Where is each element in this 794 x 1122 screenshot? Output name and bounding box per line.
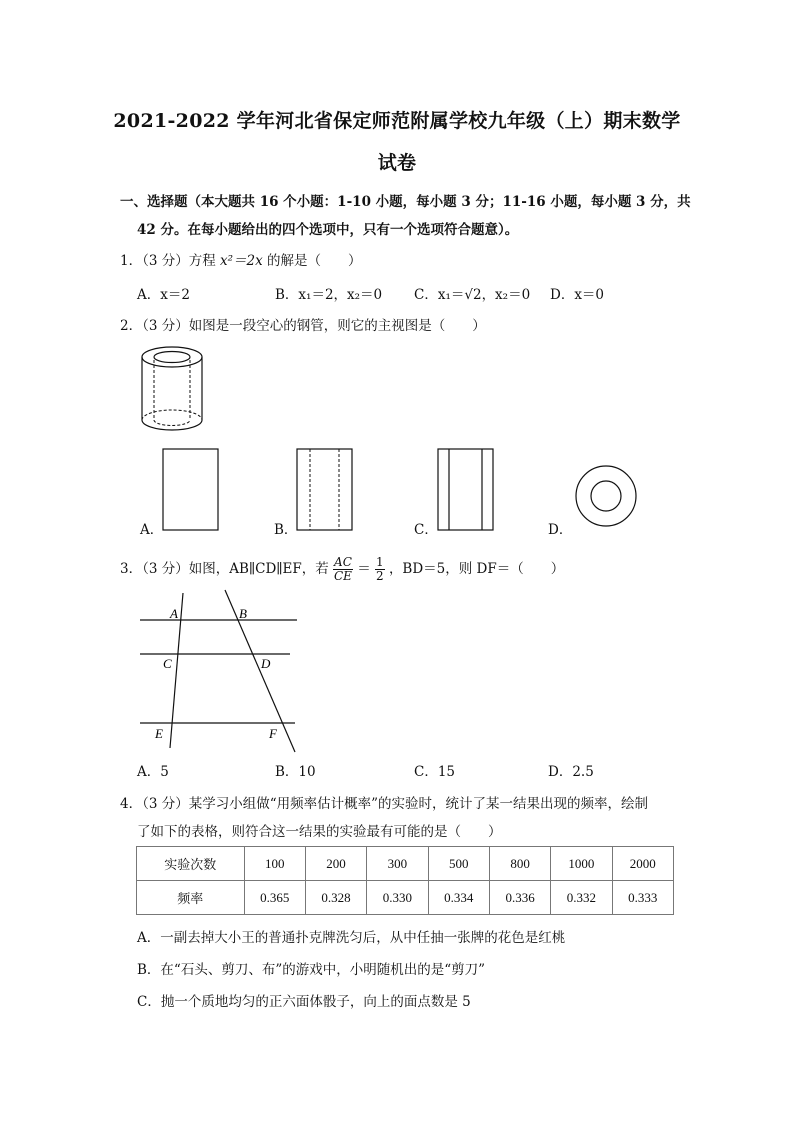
- q3-frac-equals: ＝: [357, 561, 371, 577]
- q1-option-c-root: √2: [464, 287, 482, 303]
- q4-stem-line1: 4．（3 分）某学习小组做“用频率估计概率”的实验时，统计了某一结果出现的频率，绘制: [120, 796, 649, 812]
- q3-point-a: A: [170, 606, 178, 621]
- q2-pipe-figure: [135, 345, 225, 435]
- q3-option-c[interactable]: C．15: [414, 764, 456, 780]
- q2-option-d-label[interactable]: D．: [548, 522, 573, 538]
- table-cell: 0.332: [551, 881, 612, 915]
- table-cell: 0.333: [612, 881, 673, 915]
- table-cell: 800: [489, 847, 550, 881]
- q3-frac-denominator: CE: [334, 569, 352, 583]
- table-cell: 0.328: [305, 881, 366, 915]
- table-cell: 100: [244, 847, 305, 881]
- q3-option-a[interactable]: A．5: [137, 764, 169, 780]
- q3-frac-numerator: AC: [334, 555, 352, 569]
- q4-option-a[interactable]: A．一副去掉大小王的普通扑克牌洗匀后，从中任抽一张牌的花色是红桃: [137, 930, 566, 946]
- q1-stem-suffix: 的解是（ ）: [262, 253, 362, 269]
- q4-stem-line2: 了如下的表格，则符合这一结果的实验最有可能的是（ ）: [137, 824, 502, 840]
- q3-half-numerator: 1: [376, 555, 384, 569]
- q3-fraction-ac-ce: [333, 556, 353, 583]
- q3-option-d[interactable]: D．2.5: [548, 764, 594, 780]
- q1-equation: x²＝2x: [220, 253, 263, 269]
- q1-option-c-prefix: C．x₁＝: [414, 287, 465, 303]
- q3-fraction-half: [375, 556, 385, 583]
- q2-option-b-label[interactable]: B．: [274, 522, 298, 538]
- table-cell: 2000: [612, 847, 673, 881]
- table-cell: 实验次数: [137, 847, 245, 881]
- q2-option-b-figure[interactable]: [296, 448, 354, 532]
- q3-point-f: F: [269, 726, 277, 741]
- table-row: [137, 881, 674, 915]
- q3-point-e: E: [155, 726, 163, 741]
- section-heading-line1: 一、选择题（本大题共 16 个小题：1-10 小题，每小题 3 分；11-16 小题，每小题 3 分，共: [120, 194, 691, 210]
- q2-option-a-label[interactable]: A．: [140, 522, 164, 538]
- table-cell: 频率: [137, 881, 245, 915]
- q3-point-b: B: [239, 606, 247, 621]
- q1-option-a[interactable]: A．x＝2: [137, 287, 190, 303]
- table-cell: 0.330: [367, 881, 428, 915]
- q3-stem: [120, 556, 564, 583]
- q2-option-c-label[interactable]: C．: [414, 522, 438, 538]
- q2-stem: 2．（3 分）如图是一段空心的钢管，则它的主视图是（ ）: [120, 318, 486, 334]
- q2-option-a-figure[interactable]: [162, 448, 220, 532]
- q2-option-c-figure[interactable]: [437, 448, 495, 532]
- q1-stem-prefix: 1．（3 分）方程: [120, 253, 221, 269]
- table-cell: 200: [305, 847, 366, 881]
- q4-frequency-table: [136, 846, 674, 915]
- q4-option-c[interactable]: C．抛一个质地均匀的正六面体骰子，向上的面点数是 5: [137, 994, 471, 1010]
- q1-stem: [120, 249, 362, 269]
- q1-option-c-suffix: ，x₂＝0: [481, 287, 531, 303]
- q3-half-denominator: 2: [376, 569, 384, 583]
- table-cell: 0.336: [489, 881, 550, 915]
- q1-option-b[interactable]: B．x₁＝2，x₂＝0: [275, 287, 383, 303]
- table-row: [137, 847, 674, 881]
- q4-option-b[interactable]: B．在“石头、剪刀、布”的游戏中，小明随机出的是“剪刀”: [137, 962, 486, 978]
- q3-point-c: C: [163, 656, 172, 671]
- q3-point-d: D: [261, 656, 271, 671]
- q1-option-d[interactable]: D．x＝0: [550, 287, 605, 303]
- section-heading-line2: 42 分。在每小题给出的四个选项中，只有一个选项符合题意）。: [137, 222, 519, 238]
- table-cell: 300: [367, 847, 428, 881]
- q3-stem-suffix: ，BD＝5，则 DF＝（ ）: [388, 561, 565, 577]
- table-cell: 0.365: [244, 881, 305, 915]
- table-cell: 1000: [551, 847, 612, 881]
- table-cell: 0.334: [428, 881, 489, 915]
- page-title-line2: 试卷: [377, 152, 417, 174]
- q1-option-c[interactable]: [414, 283, 530, 303]
- q3-option-b[interactable]: B．10: [275, 764, 316, 780]
- q3-stem-prefix: 3．（3 分）如图，AB∥CD∥EF，若: [120, 561, 329, 577]
- q2-option-d-figure[interactable]: [574, 464, 638, 528]
- q3-parallel-lines-figure: [135, 590, 305, 760]
- page-title-line1: 2021-2022 学年河北省保定师范附属学校九年级（上）期末数学: [113, 110, 681, 132]
- table-cell: 500: [428, 847, 489, 881]
